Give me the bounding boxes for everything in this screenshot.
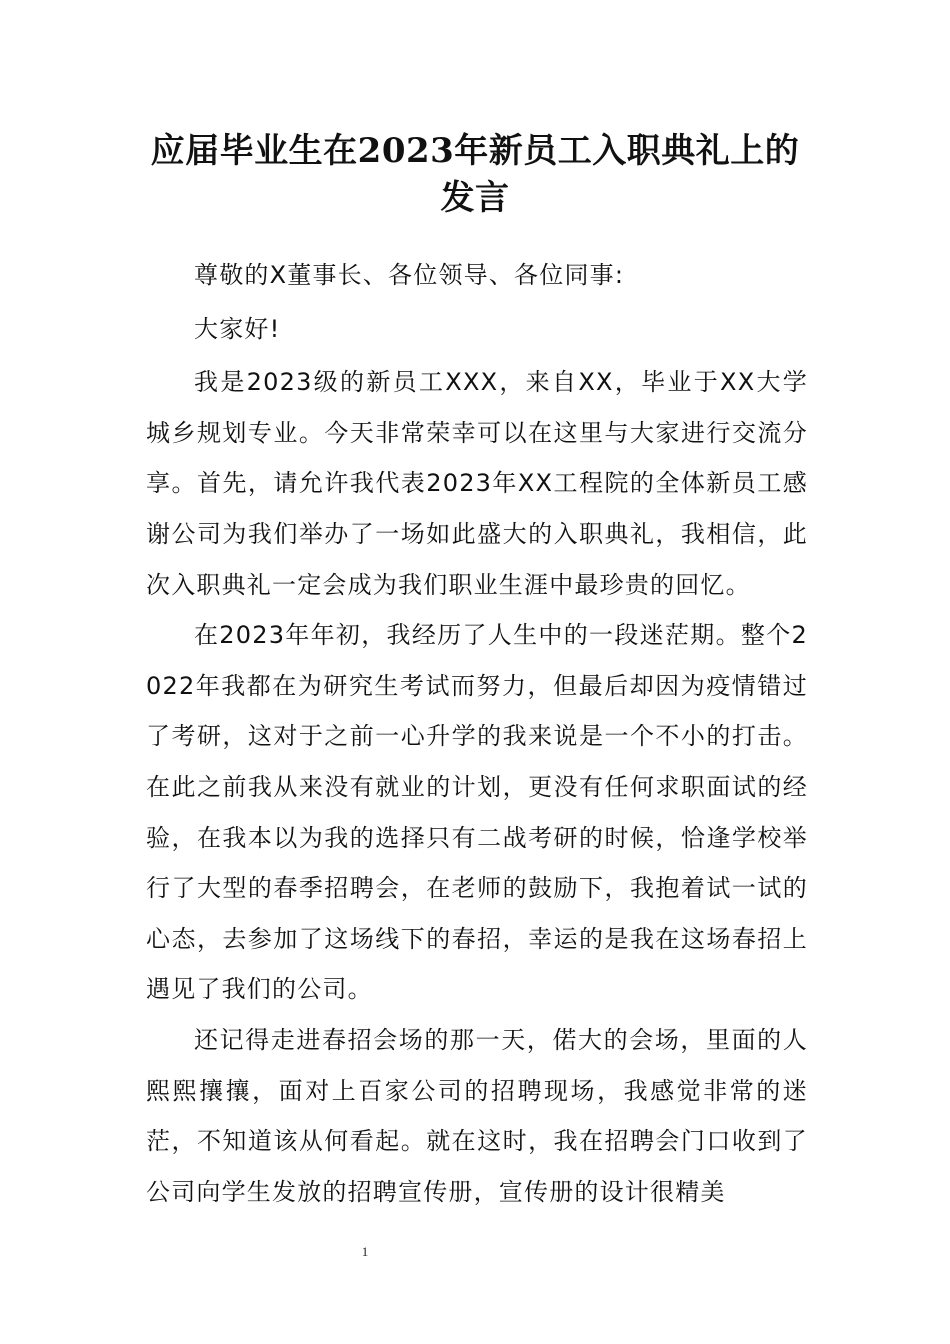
paragraph-job-fair: 还记得走进春招会场的那一天，偌大的会场，里面的人熙熙攘攘，面对上百家公司的招聘现场，我感觉非常的迷茫，不知道该从何看起。就在这时，我在招聘会门口收到了公司向学生发放的招聘宣传册，宣传册的设计很精美: [146, 1025, 808, 1206]
greeting: 大家好!: [194, 314, 281, 343]
salutation: 尊敬的X董事长、各位领导、各位同事:: [194, 261, 625, 289]
paragraph-intro: 我是2023级的新员工XXX，来自XX，毕业于XX大学城乡规划专业。今天非常荣幸可以在这里与大家进行交流分享。首先，请允许我代表2023年XX工程院的全体新员工感谢公司为我们举办了一场如此盛大的入职典礼，我相信，此次入职典礼一定会成为我们职业生涯中最珍贵的回忆。: [146, 368, 808, 599]
paragraph-early-2023: 在2023年年初，我经历了人生中的一段迷茫期。整个2022年我都在为研究生考试而努力，但最后却因为疫情错过了考研，这对于之前一心升学的我来说是一个不小的打击。在此之前我从来没有就业的计划，更没有任何求职面试的经验，在我本以为我的选择只有二战考研的时候，恰逢学校举行了大型的春季招聘会，在老师的鼓励下，我抱着试一试的心态，去参加了这场线下的春招，幸运的是我在这场春招上遇见了我们的公司。: [146, 621, 808, 1004]
page-number: 1: [361, 1244, 369, 1259]
document-body: [146, 250, 808, 1217]
document-title: 应届毕业生在2023年新员工入职典礼上的发言: [150, 131, 800, 218]
